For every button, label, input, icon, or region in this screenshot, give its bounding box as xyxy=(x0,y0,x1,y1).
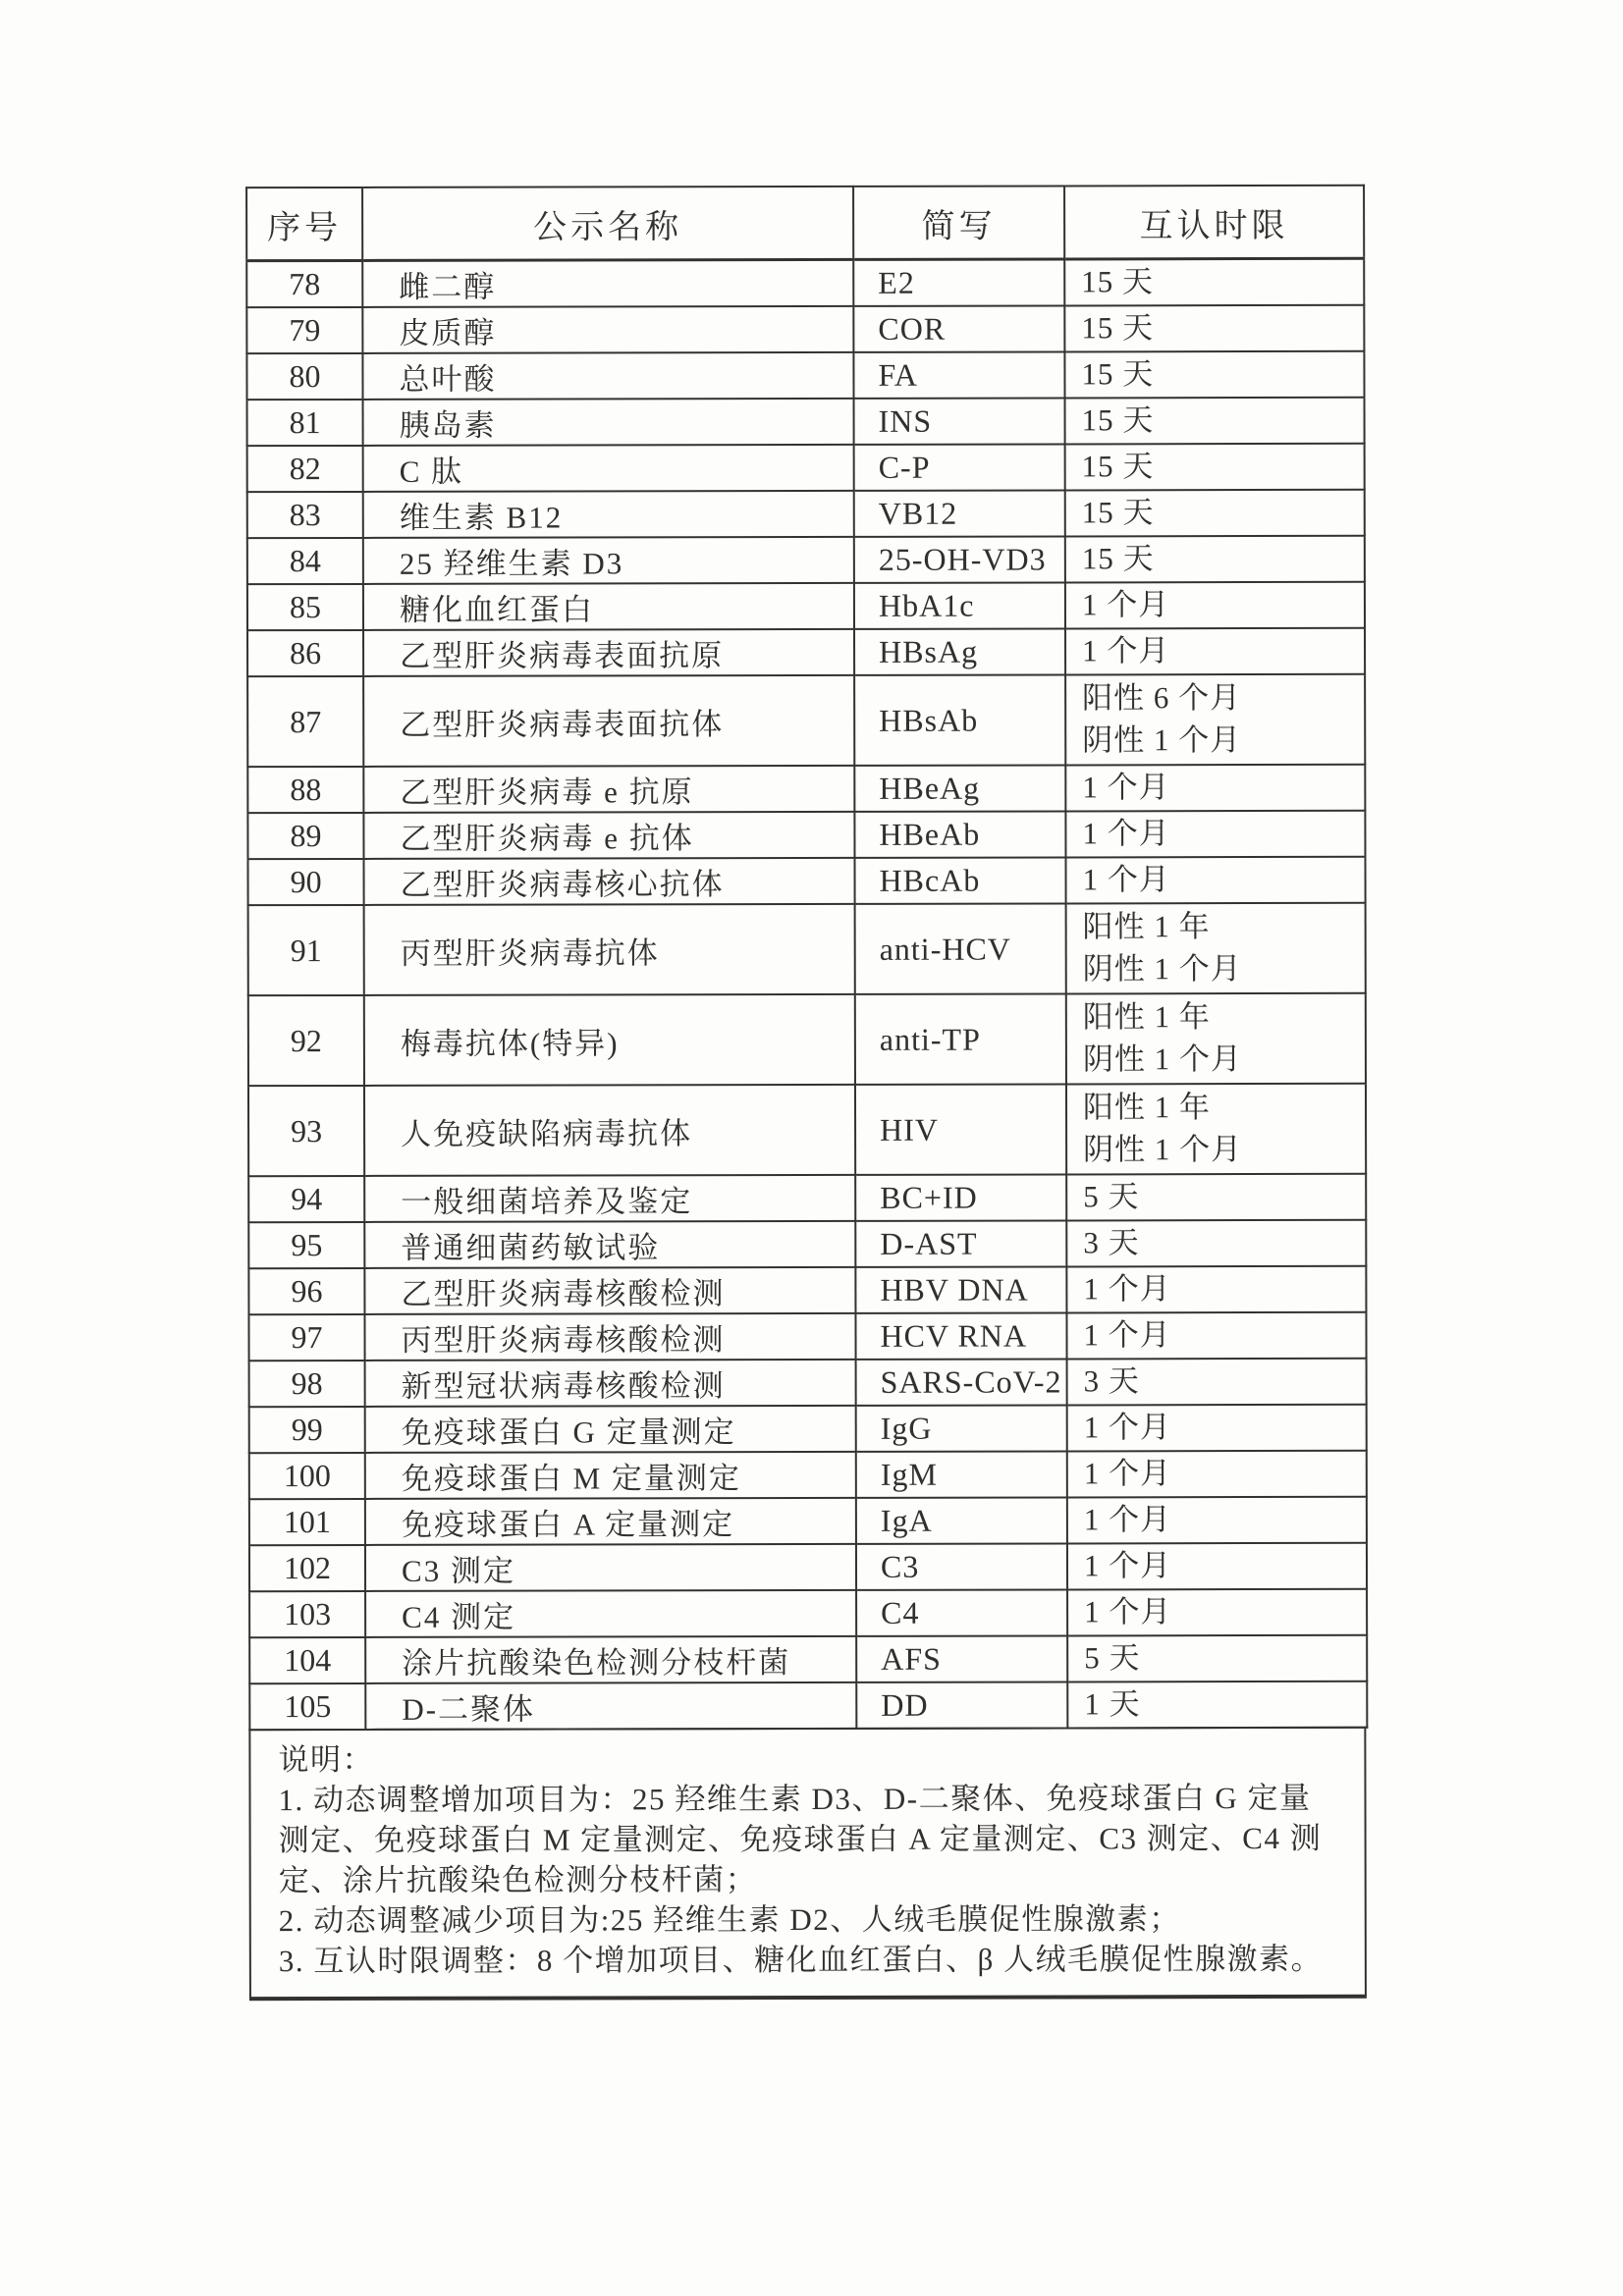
row-recognition-period: 1 个月 xyxy=(1065,765,1365,812)
table-row xyxy=(249,1635,1367,1683)
row-public-name: 一般细菌培养及鉴定 xyxy=(364,1175,855,1222)
row-abbreviation: VB12 xyxy=(854,490,1065,536)
row-public-name: 维生素 B12 xyxy=(363,491,854,538)
row-abbreviation: DD xyxy=(856,1682,1067,1728)
row-serial-number: 83 xyxy=(247,492,363,538)
table-row xyxy=(248,857,1366,905)
table-row xyxy=(249,1451,1367,1499)
table-row xyxy=(248,1174,1366,1222)
table-row xyxy=(247,398,1365,446)
row-abbreviation: HBeAg xyxy=(854,765,1065,811)
table-row xyxy=(248,1220,1366,1268)
table-row xyxy=(246,258,1364,307)
notes-title: 说明： xyxy=(278,1741,374,1778)
row-serial-number: 105 xyxy=(249,1683,365,1730)
row-serial-number: 78 xyxy=(246,260,362,307)
row-recognition-period: 阳性 1 年 阴性 1 个月 xyxy=(1066,993,1366,1085)
row-recognition-period: 1 个月 xyxy=(1066,1312,1366,1360)
table-row xyxy=(247,582,1365,630)
row-abbreviation: 25-OH-VD3 xyxy=(854,536,1065,582)
row-serial-number: 97 xyxy=(248,1314,364,1361)
row-serial-number: 90 xyxy=(248,859,364,905)
row-public-name: 涂片抗酸染色检测分枝杆菌 xyxy=(365,1636,856,1683)
row-recognition-period: 1 个月 xyxy=(1066,1266,1366,1313)
table-row xyxy=(248,1266,1366,1314)
row-recognition-period: 1 个月 xyxy=(1065,582,1365,629)
column-header-serial-number: 序号 xyxy=(246,187,362,261)
row-recognition-period: 15 天 xyxy=(1065,536,1365,583)
row-public-name: 总叶酸 xyxy=(362,352,853,400)
row-abbreviation: HBsAg xyxy=(854,628,1065,674)
row-recognition-period: 1 个月 xyxy=(1067,1405,1367,1452)
table-row xyxy=(248,1084,1366,1176)
row-abbreviation: E2 xyxy=(853,259,1064,306)
table-row xyxy=(248,1312,1366,1361)
row-abbreviation: COR xyxy=(853,305,1064,351)
row-serial-number: 95 xyxy=(248,1222,364,1268)
row-recognition-period: 1 个月 xyxy=(1065,857,1365,904)
row-public-name: 乙型肝炎病毒表面抗体 xyxy=(363,675,854,767)
row-serial-number: 82 xyxy=(247,446,363,492)
row-recognition-period: 15 天 xyxy=(1064,258,1364,305)
row-serial-number: 84 xyxy=(247,538,363,584)
row-public-name: 免疫球蛋白 G 定量测定 xyxy=(365,1406,856,1453)
note-item: 3. 互认时限调整：8 个增加项目、糖化血红蛋白、β 人绒毛膜促性腺激素。 xyxy=(278,1941,1324,1978)
row-serial-number: 101 xyxy=(249,1499,365,1545)
row-public-name: 免疫球蛋白 A 定量测定 xyxy=(365,1498,856,1545)
row-serial-number: 81 xyxy=(247,400,363,446)
row-abbreviation: BC+ID xyxy=(855,1174,1066,1220)
row-abbreviation: HBV DNA xyxy=(855,1266,1066,1312)
table-row xyxy=(247,674,1365,767)
row-serial-number: 99 xyxy=(249,1407,365,1453)
row-public-name: 皮质醇 xyxy=(362,306,853,353)
row-public-name: 丙型肝炎病毒核酸检测 xyxy=(364,1313,855,1361)
header-row xyxy=(246,186,1364,261)
row-recognition-period: 5 天 xyxy=(1066,1174,1366,1221)
row-recognition-period: 15 天 xyxy=(1065,444,1365,491)
row-recognition-period: 阳性 1 年 阴性 1 个月 xyxy=(1066,903,1366,994)
table-row xyxy=(249,1359,1367,1407)
row-serial-number: 96 xyxy=(248,1268,364,1314)
row-serial-number: 94 xyxy=(248,1176,364,1222)
row-recognition-period: 阳性 1 年 阴性 1 个月 xyxy=(1066,1084,1366,1175)
row-public-name: 乙型肝炎病毒 e 抗原 xyxy=(363,766,854,813)
row-recognition-period: 15 天 xyxy=(1064,305,1364,352)
row-public-name: 乙型肝炎病毒核心抗体 xyxy=(363,858,854,905)
row-public-name: C4 测定 xyxy=(365,1590,856,1637)
row-serial-number: 79 xyxy=(246,307,362,353)
row-public-name: 乙型肝炎病毒表面抗原 xyxy=(363,629,854,676)
row-recognition-period: 1 个月 xyxy=(1067,1497,1367,1544)
table-row xyxy=(249,1682,1367,1730)
row-public-name: C 肽 xyxy=(363,445,854,492)
table-row xyxy=(247,628,1365,676)
row-serial-number: 100 xyxy=(249,1453,365,1499)
row-public-name: 普通细菌药敏试验 xyxy=(364,1221,855,1268)
row-serial-number: 104 xyxy=(249,1637,365,1683)
row-public-name: 乙型肝炎病毒核酸检测 xyxy=(364,1267,855,1314)
row-abbreviation: HCV RNA xyxy=(855,1312,1066,1359)
table-row xyxy=(247,536,1365,584)
column-header-abbreviation: 简写 xyxy=(853,186,1064,259)
row-public-name: 雌二醇 xyxy=(362,259,853,307)
row-abbreviation: HbA1c xyxy=(854,582,1065,628)
row-abbreviation: AFS xyxy=(856,1635,1067,1682)
row-abbreviation: C3 xyxy=(856,1543,1067,1589)
column-header-recognition-period: 互认时限 xyxy=(1064,186,1364,259)
row-abbreviation: anti-HCV xyxy=(855,903,1066,993)
row-abbreviation: HBcAb xyxy=(854,857,1065,903)
row-serial-number: 103 xyxy=(249,1591,365,1637)
table-body xyxy=(246,258,1367,1730)
row-recognition-period: 3 天 xyxy=(1067,1359,1367,1406)
table-row xyxy=(249,1497,1367,1545)
table-row xyxy=(246,305,1364,353)
row-public-name: 免疫球蛋白 M 定量测定 xyxy=(365,1452,856,1499)
row-abbreviation: anti-TP xyxy=(855,993,1066,1084)
row-recognition-period: 15 天 xyxy=(1065,490,1365,537)
row-recognition-period: 1 个月 xyxy=(1067,1543,1367,1590)
table-row xyxy=(247,811,1365,859)
row-public-name: 梅毒抗体(特异) xyxy=(364,994,855,1086)
row-recognition-period: 15 天 xyxy=(1064,351,1364,399)
row-public-name: 胰岛素 xyxy=(363,399,854,446)
table-row xyxy=(247,490,1365,538)
row-recognition-period: 15 天 xyxy=(1065,398,1365,445)
row-abbreviation: HBsAb xyxy=(854,674,1065,765)
row-serial-number: 86 xyxy=(247,630,363,676)
row-abbreviation: IgM xyxy=(856,1451,1067,1497)
table-row xyxy=(249,1543,1367,1591)
table-row xyxy=(248,903,1366,995)
row-serial-number: 93 xyxy=(248,1086,364,1176)
row-abbreviation: INS xyxy=(854,398,1065,444)
row-abbreviation: HBeAb xyxy=(854,811,1065,857)
row-public-name: 人免疫缺陷病毒抗体 xyxy=(364,1085,855,1176)
row-serial-number: 88 xyxy=(247,767,363,813)
row-recognition-period: 3 天 xyxy=(1066,1220,1366,1267)
row-serial-number: 87 xyxy=(247,676,363,767)
note-item: 1. 动态调整增加项目为：25 羟维生素 D3、D-二聚体、免疫球蛋白 G 定量测定、免疫球蛋白 M 定量测定、免疫球蛋白 A 定量测定、C3 测定、C4 测定、涂片抗酸染色检测分枝杆菌； xyxy=(278,1780,1323,1897)
table-row xyxy=(248,993,1366,1086)
row-abbreviation: C4 xyxy=(856,1589,1067,1635)
row-public-name: 糖化血红蛋白 xyxy=(363,583,854,630)
notes-section xyxy=(248,1727,1367,2002)
row-abbreviation: HIV xyxy=(855,1084,1066,1174)
row-public-name: 乙型肝炎病毒 e 抗体 xyxy=(363,812,854,859)
row-abbreviation: FA xyxy=(853,351,1064,398)
row-abbreviation: C-P xyxy=(854,444,1065,490)
row-serial-number: 102 xyxy=(249,1545,365,1591)
row-serial-number: 91 xyxy=(248,905,364,995)
row-recognition-period: 阳性 6 个月 阴性 1 个月 xyxy=(1065,674,1365,766)
row-public-name: 25 羟维生素 D3 xyxy=(363,537,854,584)
row-recognition-period: 1 个月 xyxy=(1067,1589,1367,1636)
row-recognition-period: 1 天 xyxy=(1067,1682,1367,1729)
row-public-name: C3 测定 xyxy=(365,1544,856,1591)
row-public-name: 新型冠状病毒核酸检测 xyxy=(365,1360,856,1407)
row-recognition-period: 5 天 xyxy=(1067,1635,1367,1682)
row-recognition-period: 1 个月 xyxy=(1065,628,1365,675)
row-abbreviation: D-AST xyxy=(855,1220,1066,1266)
row-abbreviation: IgG xyxy=(856,1405,1067,1451)
row-abbreviation: IgA xyxy=(856,1497,1067,1543)
row-serial-number: 89 xyxy=(247,813,363,859)
test-items-table xyxy=(245,185,1368,1731)
note-item: 2. 动态调整减少项目为:25 羟维生素 D2、人绒毛膜促性腺激素； xyxy=(278,1900,1181,1938)
row-serial-number: 98 xyxy=(249,1361,365,1407)
row-recognition-period: 1 个月 xyxy=(1067,1451,1367,1498)
table-row xyxy=(249,1589,1367,1637)
table-row xyxy=(247,765,1365,813)
row-serial-number: 92 xyxy=(248,995,364,1086)
row-serial-number: 85 xyxy=(247,584,363,630)
column-header-public-name: 公示名称 xyxy=(362,187,853,261)
row-abbreviation: SARS-CoV-2 xyxy=(856,1359,1067,1405)
table-row xyxy=(249,1405,1367,1453)
table-row xyxy=(247,444,1365,492)
table-row xyxy=(246,351,1364,400)
row-serial-number: 80 xyxy=(246,353,362,400)
row-public-name: 丙型肝炎病毒抗体 xyxy=(364,904,855,995)
row-recognition-period: 1 个月 xyxy=(1065,811,1365,858)
mutual-recognition-table xyxy=(245,185,1367,2002)
row-public-name: D-二聚体 xyxy=(365,1682,856,1730)
